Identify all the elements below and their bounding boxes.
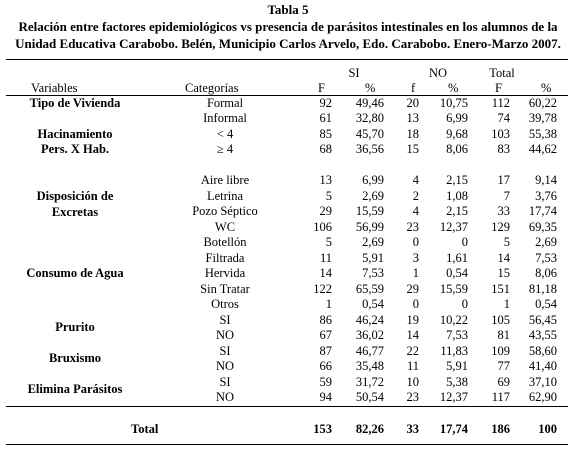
cell-si-f: 85 [319,127,332,141]
header-total: Total [489,66,515,80]
total-si-f: 153 [313,422,332,436]
cell-no-f: 0 [412,297,419,311]
cell-si-f: 14 [319,266,332,280]
cell-si-pct: 6,99 [362,173,384,187]
cell-si-f: 11 [319,251,332,265]
total-label: Total [131,422,159,436]
cell-categoria: Aire libre [200,173,250,187]
cell-no-pct: 0 [461,235,468,249]
cell-total-pct: 7,53 [535,251,557,265]
cell-no-pct: 2,15 [446,204,468,218]
cell-total-pct: 43,55 [528,328,557,342]
cell-total-pct: 17,74 [528,204,557,218]
cell-si-f: 122 [313,282,332,296]
cell-total-pct: 41,40 [528,359,557,373]
total-no-f: 33 [406,422,419,436]
cell-total-pct: 9,14 [535,173,557,187]
header-pct-si: % [365,81,376,95]
cell-total-f: 69 [497,375,510,389]
cell-categoria: Pozo Séptico [192,204,258,218]
cell-no-f: 1 [412,266,419,280]
cell-total-f: 151 [491,282,510,296]
cell-total-pct: 58,60 [528,344,557,358]
cell-total-pct: 69,35 [528,220,557,234]
cell-no-pct: 6,99 [446,111,468,125]
cell-categoria: WC [214,220,236,234]
cell-total-pct: 37,10 [528,375,557,389]
cell-no-f: 4 [412,173,419,187]
cell-no-f: 2 [412,189,419,203]
cell-si-pct: 5,91 [362,251,384,265]
cell-total-f: 129 [491,220,510,234]
cell-total-pct: 55,38 [528,127,557,141]
cell-total-f: 15 [497,266,510,280]
cell-si-pct: 50,54 [355,390,384,404]
cell-si-f: 66 [319,359,332,373]
cell-no-pct: 7,53 [446,328,468,342]
cell-total-f: 117 [491,390,510,404]
cell-si-f: 1 [325,297,332,311]
cell-no-pct: 12,37 [439,390,468,404]
cell-no-f: 3 [412,251,419,265]
total-top-rule [6,406,568,407]
cell-total-f: 14 [497,251,510,265]
variable-prurito: Prurito [55,320,95,334]
cell-no-f: 15 [406,142,419,156]
cell-no-pct: 8,06 [446,142,468,156]
cell-si-pct: 0,54 [362,297,384,311]
cell-no-f: 23 [406,390,419,404]
cell-categoria: SI [219,313,231,327]
cell-no-pct: 5,91 [446,359,468,373]
cell-total-f: 33 [497,204,510,218]
cell-si-pct: 46,24 [355,313,384,327]
header-f-si: F [318,81,325,95]
cell-total-pct: 60,22 [528,96,557,110]
cell-si-pct: 2,69 [362,235,384,249]
cell-no-f: 0 [412,235,419,249]
total-t-pct: 100 [538,422,557,436]
cell-no-pct: 12,37 [439,220,468,234]
cell-si-f: 13 [319,173,332,187]
variable-tipo-vivienda: Tipo de Vivienda [29,96,121,110]
variable-bruxismo: Bruxismo [48,351,102,365]
cell-total-f: 7 [503,189,510,203]
cell-categoria: < 4 [216,127,234,141]
cell-si-pct: 32,80 [355,111,384,125]
cell-total-f: 5 [503,235,510,249]
header-variables: Variables [31,81,78,95]
cell-categoria: Letrina [206,189,244,203]
total-t-f: 186 [491,422,510,436]
cell-total-f: 83 [497,142,510,156]
cell-categoria: NO [215,328,235,342]
cell-total-pct: 44,62 [528,142,557,156]
variable-hacinamiento-line2: Pers. X Hab. [40,142,110,156]
cell-categoria: ≥ 4 [216,142,234,156]
cell-no-pct: 9,68 [446,127,468,141]
cell-no-pct: 1,08 [446,189,468,203]
cell-si-pct: 35,48 [355,359,384,373]
cell-no-pct: 5,38 [446,375,468,389]
cell-categoria: Hervida [204,266,246,280]
cell-si-f: 86 [319,313,332,327]
bottom-rule [6,444,568,445]
cell-si-f: 5 [325,189,332,203]
cell-si-pct: 36,02 [355,328,384,342]
cell-si-pct: 2,69 [362,189,384,203]
cell-no-f: 19 [406,313,419,327]
cell-categoria: NO [215,359,235,373]
cell-no-f: 20 [406,96,419,110]
variable-elimina-parasitos: Elimina Parásitos [27,382,123,396]
cell-no-f: 23 [406,220,419,234]
cell-no-f: 29 [406,282,419,296]
cell-si-f: 67 [319,328,332,342]
cell-categoria: Filtrada [205,251,245,265]
cell-categoria: Sin Tratar [200,282,250,296]
cell-no-pct: 10,22 [439,313,468,327]
cell-no-f: 10 [406,375,419,389]
cell-total-pct: 8,06 [535,266,557,280]
cell-no-pct: 0 [461,297,468,311]
header-si: SI [348,66,360,80]
header-pct-no: % [448,81,459,95]
cell-si-f: 29 [319,204,332,218]
variable-consumo-agua: Consumo de Agua [26,266,124,280]
cell-si-pct: 56,99 [355,220,384,234]
cell-si-f: 59 [319,375,332,389]
cell-si-pct: 49,46 [355,96,384,110]
cell-si-f: 94 [319,390,332,404]
cell-si-f: 61 [319,111,332,125]
cell-si-pct: 31,72 [355,375,384,389]
cell-total-pct: 62,90 [528,390,557,404]
cell-si-f: 5 [325,235,332,249]
variable-disposicion-excretas-line2: Excretas [51,205,99,219]
table-title-line2: Unidad Educativa Carabobo. Belén, Municipio Carlos Arvelo, Edo. Carabobo. Enero-Marzo 2007. [15,36,561,51]
top-rule [6,59,568,60]
cell-categoria: Informal [203,111,247,125]
cell-total-f: 112 [491,96,510,110]
cell-no-f: 14 [406,328,419,342]
cell-total-f: 1 [503,297,510,311]
cell-total-f: 105 [491,313,510,327]
header-no: NO [428,66,448,80]
cell-total-pct: 0,54 [535,297,557,311]
table-number: Tabla 5 [267,2,309,17]
cell-si-f: 87 [319,344,332,358]
cell-categoria: SI [219,375,231,389]
cell-no-pct: 1,61 [446,251,468,265]
header-f-no: f [411,81,416,95]
cell-categoria: NO [215,390,235,404]
cell-no-f: 4 [412,204,419,218]
cell-si-f: 92 [319,96,332,110]
cell-total-f: 77 [497,359,510,373]
cell-total-f: 103 [491,127,510,141]
cell-no-f: 13 [406,111,419,125]
cell-si-f: 106 [313,220,332,234]
variable-disposicion-excretas: Disposición de [36,189,114,203]
cell-no-pct: 11,83 [440,344,468,358]
cell-no-pct: 2,15 [446,173,468,187]
cell-total-pct: 3,76 [535,189,557,203]
cell-categoria: Formal [206,96,244,110]
variable-hacinamiento: Hacinamiento [37,127,113,141]
cell-total-pct: 81,18 [528,282,557,296]
cell-si-pct: 36,56 [355,142,384,156]
cell-si-pct: 45,70 [355,127,384,141]
cell-no-pct: 10,75 [439,96,468,110]
cell-no-f: 18 [406,127,419,141]
cell-no-pct: 15,59 [439,282,468,296]
cell-total-f: 81 [497,328,510,342]
cell-si-pct: 15,59 [355,204,384,218]
cell-total-f: 109 [491,344,510,358]
cell-categoria: SI [219,344,231,358]
cell-categoria: Botellón [203,235,247,249]
cell-total-pct: 39,78 [528,111,557,125]
cell-si-pct: 46,77 [355,344,384,358]
header-pct-total: % [541,81,552,95]
header-f-total: F [495,81,502,95]
cell-total-f: 74 [497,111,510,125]
total-si-pct: 82,26 [355,422,384,436]
table-title-line1: Relación entre factores epidemiológicos vs presencia de parásitos intestinales en los alumnos de la [18,19,558,34]
header-categorias: Categorías [185,81,239,95]
total-no-pct: 17,74 [439,422,468,436]
cell-total-f: 17 [497,173,510,187]
cell-categoria: Otros [211,297,239,311]
cell-no-f: 11 [406,359,419,373]
cell-si-pct: 65,59 [355,282,384,296]
cell-no-f: 22 [406,344,419,358]
cell-si-f: 68 [319,142,332,156]
cell-si-pct: 7,53 [362,266,384,280]
cell-total-pct: 56,45 [528,313,557,327]
cell-no-pct: 0,54 [446,266,468,280]
cell-total-pct: 2,69 [535,235,557,249]
